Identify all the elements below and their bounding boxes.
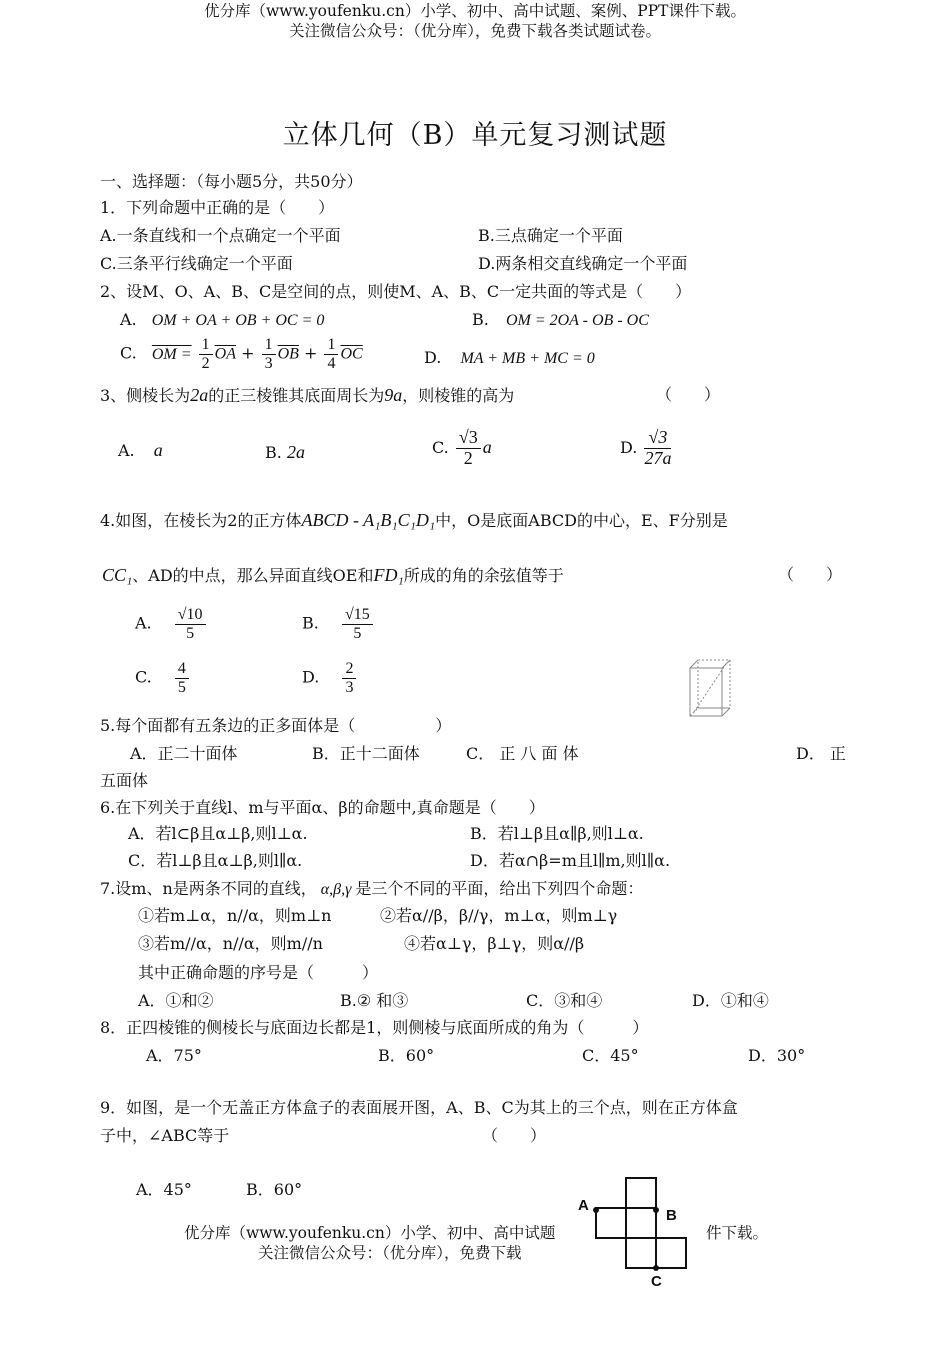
q3-option-d bbox=[620, 428, 673, 469]
q7-option-b: B.② 和③ bbox=[340, 991, 409, 1010]
q4-d-frac: $\frac{2}{3}$ bbox=[342, 660, 356, 696]
q5-option-b: B．正十二面体 bbox=[312, 744, 420, 763]
q2-a-label: A. bbox=[120, 310, 137, 329]
q2-stem: 2、设M、O、A、B、C是空间的点，则使M、A、B、C一定共面的等式是（ ） bbox=[100, 282, 692, 301]
q4-option-a bbox=[135, 606, 208, 642]
q3-stem-m2: 9a bbox=[384, 385, 403, 405]
q9-label-b: B bbox=[666, 1207, 677, 1224]
q7-prop-4: ④若α⊥γ，β⊥γ，则α//β bbox=[404, 934, 585, 953]
q3-option-c bbox=[432, 428, 492, 469]
q7-stem-b: 是三个不同的平面，给出下列四个命题： bbox=[355, 879, 644, 898]
q5-option-d: D． 正 bbox=[796, 744, 846, 763]
q9-option-a: A．45° bbox=[136, 1180, 192, 1199]
q3-option-b bbox=[265, 442, 305, 464]
q7-option-a: A．①和② bbox=[138, 991, 214, 1010]
q4-option-b bbox=[302, 606, 375, 642]
q4-line2-b: 所成的角的余弦值等于 bbox=[403, 566, 564, 585]
q7-prop-2: ②若α//β，β//γ，m⊥α，则m⊥γ bbox=[380, 906, 618, 925]
q1-option-c: C.三条平行线确定一个平面 bbox=[100, 254, 293, 273]
footer-line-1a: 优分库（www.youfenku.cn）小学、初中、高中试题 bbox=[184, 1224, 556, 1242]
q1-option-d: D.两条相交直线确定一个平面 bbox=[478, 254, 688, 273]
q9-paren: （ ） bbox=[482, 1126, 547, 1145]
footer-line-2: 关注微信公众号：（优分库），免费下载 bbox=[258, 1244, 522, 1262]
q3-option-a bbox=[118, 440, 163, 462]
section-heading: 一、选择题：（每小题5分，共50分） bbox=[100, 172, 363, 191]
page-title: 立体几何（B）单元复习测试题 bbox=[282, 120, 668, 151]
q4-c-frac: $\frac{4}{5}$ bbox=[175, 660, 189, 696]
q4-b-frac: $\frac{√15}{5}$ bbox=[342, 606, 373, 642]
footer-line-1b: 件下载。 bbox=[706, 1224, 769, 1242]
q4-line2-m1: CC₁ bbox=[102, 565, 133, 585]
q2-c-frac-2: $\frac{1}{3}$ bbox=[262, 336, 276, 372]
q3-d-label: D. bbox=[620, 437, 638, 457]
q4-line1-b: 中，O是底面ABCD的中心，E、F分别是 bbox=[435, 511, 728, 530]
q6-option-a: A．若l⊂β且α⊥β,则l⊥α. bbox=[128, 824, 308, 843]
q2-c-v3: $\overline{OC}$ bbox=[340, 345, 363, 363]
q8-option-c: C．45° bbox=[582, 1046, 639, 1065]
q2-c-label: C. bbox=[120, 343, 137, 363]
q4-d-label: D. bbox=[302, 667, 320, 687]
q3-stem-c: ，则棱锥的高为 bbox=[402, 386, 515, 405]
q3-paren: （ ） bbox=[656, 385, 721, 404]
q4-line1-a: 4.如图，在棱长为2的正方体 bbox=[100, 511, 302, 530]
q2-b-expr: OM = 2OA - OB - OC bbox=[505, 312, 649, 329]
q4-a-frac: $\frac{√10}{5}$ bbox=[175, 606, 206, 642]
q7-option-c: C．③和④ bbox=[526, 991, 603, 1010]
q2-option-c bbox=[120, 336, 363, 372]
q6-option-c: C．若l⊥β且α⊥β,则l∥α. bbox=[128, 851, 303, 870]
q4-line-2 bbox=[102, 565, 564, 587]
q4-cube-figure bbox=[676, 654, 742, 726]
q8-option-b: B．60° bbox=[378, 1046, 435, 1065]
q2-c-plus-1: + bbox=[241, 343, 255, 363]
q4-line2-a: 、AD的中点，那么异面直线OE和 bbox=[132, 566, 374, 585]
q6-stem: 6.在下列关于直线l、m与平面α、β的命题中,真命题是（ ） bbox=[100, 798, 545, 817]
q3-d-frac: $\frac{√3}{27a}$ bbox=[644, 427, 672, 468]
q5-stem: 5.每个面都有五条边的正多面体是（ ） bbox=[100, 716, 452, 735]
q3-stem bbox=[100, 385, 514, 407]
q7-stem-m: α,β,γ bbox=[320, 881, 352, 898]
q9-label-a: A bbox=[578, 1197, 589, 1214]
q3-c-frac: $\frac{√3}{2}$ bbox=[456, 428, 481, 469]
q2-c-frac-1: $\frac{1}{2}$ bbox=[199, 336, 213, 372]
q2-option-b bbox=[472, 310, 649, 330]
q6-option-d: D．若α∩β=m且l∥m,则l∥α. bbox=[470, 851, 671, 870]
q3-b-label: B. bbox=[265, 443, 282, 462]
q3-c-tail: a bbox=[482, 436, 492, 457]
q2-c-lhs: OM = bbox=[151, 345, 192, 363]
q5-option-c: C． 正 八 面 体 bbox=[466, 744, 579, 763]
q9-line-2: 子中，∠ABC等于 bbox=[100, 1126, 230, 1145]
q9-point-b bbox=[653, 1207, 659, 1213]
q2-c-plus-2: + bbox=[303, 343, 318, 363]
q9-point-a bbox=[593, 1207, 599, 1213]
q9-net-figure bbox=[572, 1170, 702, 1290]
q3-stem-a: 3、侧棱长为 bbox=[100, 386, 191, 405]
q1-option-a: A.一条直线和一个点确定一个平面 bbox=[100, 226, 341, 245]
header-line-1: 优分库（www.youfenku.cn）小学、初中、高中试题、案例、PPT课件下载。 bbox=[203, 2, 747, 20]
q9-label-c: C bbox=[651, 1273, 662, 1290]
q9-point-c bbox=[653, 1265, 659, 1271]
q4-line1-m: ABCD - A₁B₁C₁D₁ bbox=[301, 510, 436, 530]
q1-option-b: B.三点确定一个平面 bbox=[478, 226, 623, 245]
q2-d-expr: MA + MB + MC = 0 bbox=[460, 350, 595, 367]
q2-c-frac-3: $\frac{1}{4}$ bbox=[324, 336, 338, 372]
q4-b-label: B. bbox=[302, 613, 319, 633]
q3-b-val: 2a bbox=[286, 442, 305, 462]
q2-a-expr: OM + OA + OB + OC = 0 bbox=[151, 312, 325, 329]
q4-c-label: C. bbox=[135, 667, 152, 687]
q6-option-b: B．若l⊥β且α∥β,则l⊥α. bbox=[470, 824, 644, 843]
q7-prop-3: ③若m//α，n//α，则m//n bbox=[138, 934, 323, 953]
q2-b-label: B. bbox=[472, 310, 489, 329]
q2-option-a bbox=[120, 310, 324, 330]
q3-c-label: C. bbox=[432, 437, 449, 457]
q7-option-d: D．①和④ bbox=[692, 991, 769, 1010]
q8-option-a: A．75° bbox=[146, 1046, 202, 1065]
q4-line-1 bbox=[100, 510, 728, 532]
q2-c-v1: $\overline{OA}$ bbox=[214, 345, 236, 363]
header-line-2: 关注微信公众号：（优分库），免费下载各类试题试卷。 bbox=[288, 22, 661, 40]
q4-a-label: A. bbox=[135, 613, 152, 633]
q2-c-v2: $\overline{OB}$ bbox=[277, 345, 299, 363]
q3-stem-b: 的正三棱锥其底面周长为 bbox=[208, 386, 385, 405]
q7-stem-a: 7.设m、n是两条不同的直线， bbox=[100, 879, 317, 898]
q4-option-d bbox=[302, 660, 358, 696]
q9-option-b: B．60° bbox=[246, 1180, 303, 1199]
q8-option-d: D．30° bbox=[748, 1046, 806, 1065]
q2-d-label: D. bbox=[424, 348, 442, 367]
q7-prop-1: ①若m⊥α，n//α，则m⊥n bbox=[138, 906, 332, 925]
q3-a-val: a bbox=[153, 440, 163, 460]
q7-ask: 其中正确命题的序号是（ ） bbox=[138, 963, 379, 982]
q4-option-c bbox=[135, 660, 191, 696]
q2-option-d bbox=[424, 348, 595, 368]
q4-paren: （ ） bbox=[778, 565, 843, 584]
q1-stem: 1．下列命题中正确的是（ ） bbox=[100, 198, 335, 217]
q7-stem bbox=[100, 879, 643, 899]
q5-option-a: A．正二十面体 bbox=[130, 744, 238, 763]
q3-a-label: A. bbox=[118, 441, 135, 460]
q3-stem-m1: 2a bbox=[190, 385, 209, 405]
q5-option-d-cont: 五面体 bbox=[100, 771, 149, 790]
q4-line2-m2: FD₁ bbox=[373, 565, 404, 585]
q9-line-1: 9．如图，是一个无盖正方体盒子的表面展开图，A、B、C为其上的三个点，则在正方体盒 bbox=[100, 1098, 738, 1117]
q8-stem: 8．正四棱锥的侧棱长与底面边长都是1，则侧棱与底面所成的角为（ ） bbox=[100, 1018, 649, 1037]
